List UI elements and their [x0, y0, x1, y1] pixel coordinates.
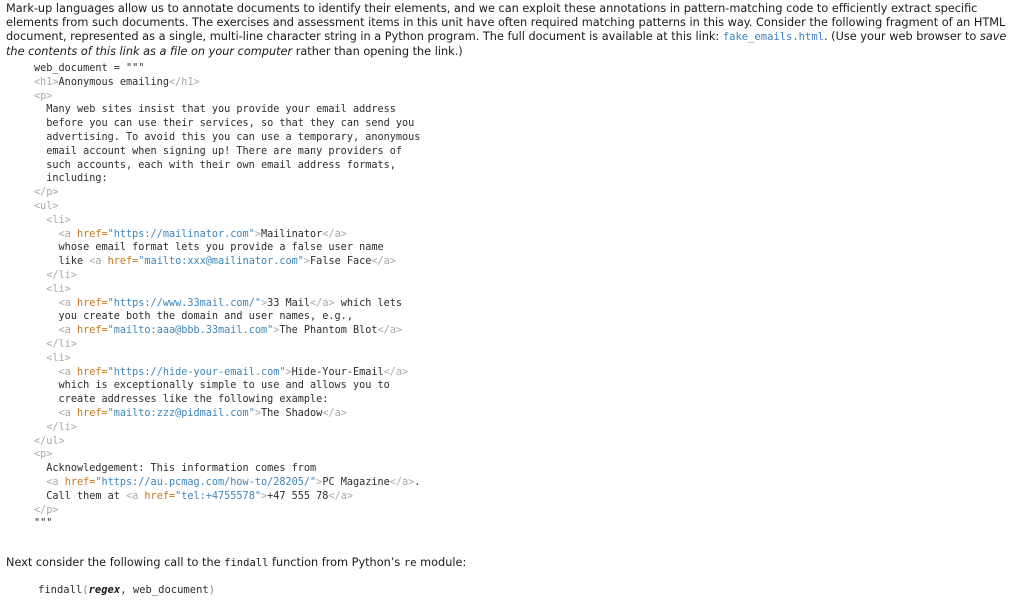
item-mail-text: The Phantom Blot [279, 325, 378, 337]
ack-href: "https://au.pcmag.com/how-to/28205/" [95, 476, 317, 488]
ack-tel-text: +47 555 78 [267, 490, 329, 502]
next-after: module: [416, 556, 467, 569]
item-line: like [58, 256, 90, 268]
item-line: which is exceptionally simple to use and allows you to [58, 380, 390, 392]
code-open: web_document = """ [34, 63, 145, 74]
item-line: create addresses like the following example: [58, 394, 329, 406]
p1-line: such accounts, each with their own email address formats, [46, 159, 396, 171]
findall-func: findall [224, 557, 269, 569]
item-line: whose email format lets you provide a false user name [58, 242, 384, 254]
p1-line: advertising. To avoid this you can use a temporary, anonymous [46, 131, 421, 143]
intro-text-after: rather than opening the link.) [292, 44, 463, 58]
item-href: "https://mailinator.com" [107, 228, 255, 240]
p1-line: email account when signing up! There are many providers of [46, 145, 403, 157]
intro-paragraph [6, 2, 1018, 59]
item-link-text: Mailinator [260, 228, 323, 240]
next-paragraph [6, 556, 466, 570]
p1-line: Many web sites insist that you provide your email address [46, 104, 396, 116]
code-close: """ [34, 518, 53, 530]
item-after: which lets [334, 297, 403, 309]
next-text: Next consider the following call to the [6, 556, 225, 569]
item-mail-text: The Shadow [260, 407, 323, 419]
ack-line: Acknowledgement: This information comes from [46, 463, 317, 475]
item-line: you create both the domain and user names, e.g., [58, 311, 353, 323]
intro-emphasis: save the contents of this link as a file on your computer [6, 30, 1007, 58]
item-href: "https://www.33mail.com/" [107, 297, 261, 309]
next-middle: function from Python’s [268, 556, 404, 569]
fake-emails-link[interactable]: fake_emails.html [722, 31, 824, 44]
re-module: re [403, 557, 417, 569]
p1-line: including: [46, 173, 108, 185]
intro-text: Mark-up languages allow us to annotate documents to identify their elements, and we can exploit these annotations in pattern-matching code to efficiently extract specific elements from such documents. The exercises and assessment items in this unit have often required matching patterns in this way. Consider the following fragment of an HTML document, represented as a single, multi-line character string in a Python program. The full document is available at this link: [6, 2, 1006, 44]
h1-text: Anonymous emailing [58, 76, 169, 88]
item-mailto: "mailto:zzz@pidmail.com" [107, 407, 255, 419]
call-arg-regex: regex [88, 584, 121, 596]
item-mail-text: False Face [310, 256, 372, 268]
code-block: web_document = """ <h1>Anonymous emailing</h1> <p> Many web sites insist that you provide your email address before you can use their services, so that they can send you advertising. To avoid this you can use a temporary, anonymous email account when signing up! There are many providers of such accounts, each with their own email address formats, including: </p> <ul> <li> <a href="https://mailinator.com">Mailinator</a> whose email format lets you provide a false user name like <a href="mailto:xxx@mailinator.com">False Face</a> </li> <li> <a href="https://www.33mail.com/">33 Mail</a> which lets you create both the domain and user names, e.g., <a href="mailto:aaa@bbb.33mail.com">The Phantom Blot</a> </li> <li> <a href="https://hide-your-email.com">Hide-Your-Email</a> which is exceptionally simple to use and allows you to create addresses like the following example: <a href="mailto:zzz@pidmail.com">The Shadow</a> </li> </ul> <p> Acknowledgement: This information comes from <a href="https://au.pcmag.com/how-to/28205/">PC Magazine</a>. Call them at <a href="tel:+4755578">+47 555 78</a> </p> """ [34, 63, 421, 530]
item-mailto: "mailto:aaa@bbb.33mail.com" [107, 325, 274, 337]
item-link-text: 33 Mail [267, 297, 311, 309]
call-arg-document: web_document [132, 584, 209, 596]
item-href: "https://hide-your-email.com" [107, 366, 286, 378]
item-mailto: "mailto:xxx@mailinator.com" [138, 256, 304, 268]
findall-call: findall(regex, web_document) [38, 584, 216, 596]
ack-tel-href: "tel:+4755578" [175, 490, 261, 502]
ack-call-text: Call them at [46, 490, 127, 502]
item-link-text: Hide-Your-Email [291, 366, 384, 378]
ack-link-text: PC Magazine [322, 476, 390, 488]
intro-text-middle: . (Use your web browser to [823, 30, 980, 44]
p1-line: before you can use their services, so that they can send you [46, 118, 415, 130]
ack-after-link: . [414, 476, 421, 488]
call-func: findall [38, 584, 83, 596]
